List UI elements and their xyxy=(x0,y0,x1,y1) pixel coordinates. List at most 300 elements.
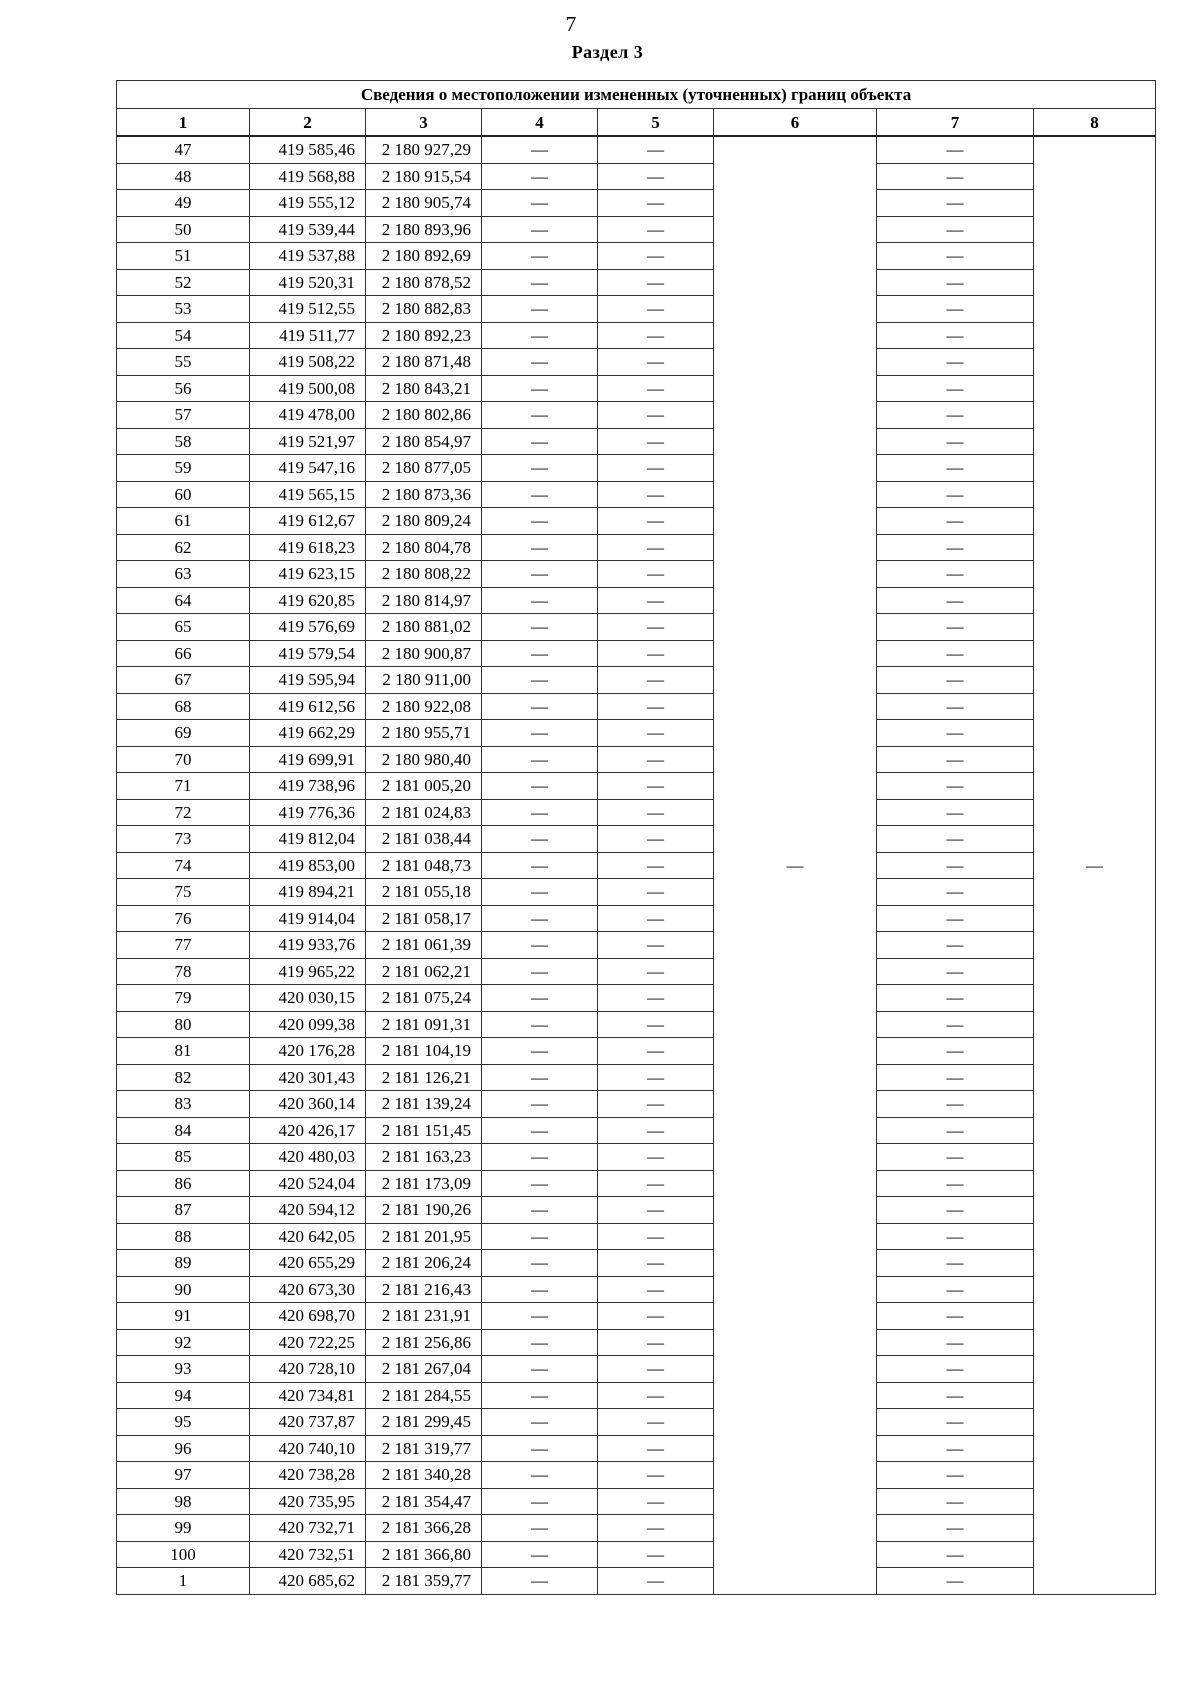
column-7-cell: — xyxy=(877,1011,1034,1038)
column-5-cell: — xyxy=(598,614,714,641)
point-number-cell: 89 xyxy=(117,1250,250,1277)
column-5-cell: — xyxy=(598,508,714,535)
coordinate-x-cell: 419 776,36 xyxy=(250,799,366,826)
table-row xyxy=(117,1409,1156,1436)
point-number-cell: 65 xyxy=(117,614,250,641)
column-5-cell: — xyxy=(598,402,714,429)
table-caption-row xyxy=(117,81,1156,109)
point-number-cell: 86 xyxy=(117,1170,250,1197)
column-4-cell: — xyxy=(482,587,598,614)
table-row xyxy=(117,614,1156,641)
table-row xyxy=(117,905,1156,932)
column-5-cell: — xyxy=(598,1356,714,1383)
column-5-cell: — xyxy=(598,932,714,959)
column-5-cell: — xyxy=(598,1170,714,1197)
column-4-cell: — xyxy=(482,1276,598,1303)
point-number-cell: 81 xyxy=(117,1038,250,1065)
coordinate-x-cell: 419 579,54 xyxy=(250,640,366,667)
column-7-cell: — xyxy=(877,746,1034,773)
column-7-cell: — xyxy=(877,296,1034,323)
column-4-cell: — xyxy=(482,826,598,853)
coordinates-table xyxy=(116,80,1156,1595)
coordinate-x-cell: 419 623,15 xyxy=(250,561,366,588)
point-number-cell: 71 xyxy=(117,773,250,800)
table-row xyxy=(117,1568,1156,1595)
point-number-cell: 58 xyxy=(117,428,250,455)
coordinate-y-cell: 2 181 173,09 xyxy=(366,1170,482,1197)
coordinate-x-cell: 419 511,77 xyxy=(250,322,366,349)
column-7-cell: — xyxy=(877,1276,1034,1303)
column-4-cell: — xyxy=(482,852,598,879)
coordinate-y-cell: 2 181 267,04 xyxy=(366,1356,482,1383)
table-row xyxy=(117,1488,1156,1515)
coordinate-x-cell: 420 728,10 xyxy=(250,1356,366,1383)
coordinate-y-cell: 2 181 231,91 xyxy=(366,1303,482,1330)
coordinate-y-cell: 2 180 905,74 xyxy=(366,190,482,217)
point-number-cell: 97 xyxy=(117,1462,250,1489)
coordinate-x-cell: 419 914,04 xyxy=(250,905,366,932)
coordinate-y-cell: 2 180 892,69 xyxy=(366,243,482,270)
table-row xyxy=(117,667,1156,694)
table-row xyxy=(117,587,1156,614)
column-4-cell: — xyxy=(482,958,598,985)
coordinate-y-cell: 2 181 055,18 xyxy=(366,879,482,906)
column-5-cell: — xyxy=(598,455,714,482)
table-row xyxy=(117,216,1156,243)
column-7-cell: — xyxy=(877,1091,1034,1118)
column-7-cell: — xyxy=(877,1515,1034,1542)
coordinate-y-cell: 2 181 284,55 xyxy=(366,1382,482,1409)
table-row xyxy=(117,1064,1156,1091)
coordinate-y-cell: 2 181 206,24 xyxy=(366,1250,482,1277)
column-4-cell: — xyxy=(482,508,598,535)
column-5-cell: — xyxy=(598,1409,714,1436)
column-5-cell: — xyxy=(598,587,714,614)
column-4-cell: — xyxy=(482,1409,598,1436)
column-4-cell: — xyxy=(482,1064,598,1091)
coordinate-y-cell: 2 180 878,52 xyxy=(366,269,482,296)
column-7-cell: — xyxy=(877,561,1034,588)
coordinate-x-cell: 419 539,44 xyxy=(250,216,366,243)
column-4-cell: — xyxy=(482,1462,598,1489)
column-4-cell: — xyxy=(482,1541,598,1568)
column-5-cell: — xyxy=(598,349,714,376)
table-row xyxy=(117,773,1156,800)
coordinate-y-cell: 2 181 201,95 xyxy=(366,1223,482,1250)
point-number-cell: 82 xyxy=(117,1064,250,1091)
coordinate-y-cell: 2 180 911,00 xyxy=(366,667,482,694)
column-7-cell: — xyxy=(877,1356,1034,1383)
column-8-merged-cell: — xyxy=(1034,136,1156,1594)
column-5-cell: — xyxy=(598,1064,714,1091)
column-7-cell: — xyxy=(877,243,1034,270)
column-4-cell: — xyxy=(482,773,598,800)
coordinate-y-cell: 2 180 808,22 xyxy=(366,561,482,588)
column-5-cell: — xyxy=(598,746,714,773)
table-row xyxy=(117,402,1156,429)
section-title: Раздел 3 xyxy=(571,42,644,62)
column-4-cell: — xyxy=(482,269,598,296)
coordinate-x-cell: 420 732,51 xyxy=(250,1541,366,1568)
table-row xyxy=(117,163,1156,190)
coordinate-y-cell: 2 181 366,28 xyxy=(366,1515,482,1542)
point-number-cell: 88 xyxy=(117,1223,250,1250)
point-number-cell: 99 xyxy=(117,1515,250,1542)
column-7-cell: — xyxy=(877,1568,1034,1595)
column-7-cell: — xyxy=(877,481,1034,508)
column-7-cell: — xyxy=(877,269,1034,296)
coordinate-y-cell: 2 180 892,23 xyxy=(366,322,482,349)
coordinate-x-cell: 419 512,55 xyxy=(250,296,366,323)
column-5-cell: — xyxy=(598,1303,714,1330)
point-number-cell: 70 xyxy=(117,746,250,773)
coordinate-y-cell: 2 180 980,40 xyxy=(366,746,482,773)
column-5-cell: — xyxy=(598,375,714,402)
coordinate-x-cell: 419 699,91 xyxy=(250,746,366,773)
column-5-cell: — xyxy=(598,1250,714,1277)
table-row xyxy=(117,1144,1156,1171)
table-row xyxy=(117,243,1156,270)
column-5-cell: — xyxy=(598,826,714,853)
column-5-cell: — xyxy=(598,243,714,270)
table-row xyxy=(117,1117,1156,1144)
point-number-cell: 69 xyxy=(117,720,250,747)
column-5-cell: — xyxy=(598,322,714,349)
column-7-cell: — xyxy=(877,455,1034,482)
column-header: 5 xyxy=(598,109,714,137)
column-7-cell: — xyxy=(877,1329,1034,1356)
coordinate-x-cell: 420 673,30 xyxy=(250,1276,366,1303)
coordinate-x-cell: 420 030,15 xyxy=(250,985,366,1012)
column-7-cell: — xyxy=(877,322,1034,349)
column-4-cell: — xyxy=(482,985,598,1012)
coordinate-x-cell: 419 508,22 xyxy=(250,349,366,376)
coordinate-y-cell: 2 180 893,96 xyxy=(366,216,482,243)
column-4-cell: — xyxy=(482,1091,598,1118)
column-7-cell: — xyxy=(877,1223,1034,1250)
column-7-cell: — xyxy=(877,1064,1034,1091)
coordinate-x-cell: 420 740,10 xyxy=(250,1435,366,1462)
point-number-cell: 47 xyxy=(117,136,250,163)
column-4-cell: — xyxy=(482,296,598,323)
table-row xyxy=(117,746,1156,773)
column-5-cell: — xyxy=(598,1462,714,1489)
column-4-cell: — xyxy=(482,163,598,190)
column-5-cell: — xyxy=(598,1011,714,1038)
point-number-cell: 75 xyxy=(117,879,250,906)
column-7-cell: — xyxy=(877,985,1034,1012)
table-header-row xyxy=(117,109,1156,137)
column-5-cell: — xyxy=(598,296,714,323)
point-number-cell: 61 xyxy=(117,508,250,535)
coordinate-y-cell: 2 181 340,28 xyxy=(366,1462,482,1489)
table-row xyxy=(117,349,1156,376)
point-number-cell: 93 xyxy=(117,1356,250,1383)
column-7-cell: — xyxy=(877,534,1034,561)
column-5-cell: — xyxy=(598,1541,714,1568)
point-number-cell: 64 xyxy=(117,587,250,614)
coordinate-y-cell: 2 181 151,45 xyxy=(366,1117,482,1144)
table-row xyxy=(117,799,1156,826)
column-7-cell: — xyxy=(877,136,1034,163)
coordinate-y-cell: 2 180 804,78 xyxy=(366,534,482,561)
coordinate-y-cell: 2 181 216,43 xyxy=(366,1276,482,1303)
coordinate-x-cell: 420 480,03 xyxy=(250,1144,366,1171)
column-5-cell: — xyxy=(598,561,714,588)
point-number-cell: 60 xyxy=(117,481,250,508)
column-5-cell: — xyxy=(598,852,714,879)
coordinate-x-cell: 419 555,12 xyxy=(250,190,366,217)
column-5-cell: — xyxy=(598,1038,714,1065)
column-7-cell: — xyxy=(877,693,1034,720)
point-number-cell: 50 xyxy=(117,216,250,243)
point-number-cell: 66 xyxy=(117,640,250,667)
column-5-cell: — xyxy=(598,958,714,985)
coordinate-y-cell: 2 181 061,39 xyxy=(366,932,482,959)
coordinate-x-cell: 419 478,00 xyxy=(250,402,366,429)
point-number-cell: 79 xyxy=(117,985,250,1012)
coordinate-x-cell: 419 568,88 xyxy=(250,163,366,190)
column-header: 3 xyxy=(366,109,482,137)
column-5-cell: — xyxy=(598,1329,714,1356)
column-4-cell: — xyxy=(482,1144,598,1171)
table-row xyxy=(117,852,1156,879)
column-4-cell: — xyxy=(482,1435,598,1462)
coordinate-x-cell: 419 662,29 xyxy=(250,720,366,747)
table-row xyxy=(117,296,1156,323)
column-4-cell: — xyxy=(482,1303,598,1330)
table-row xyxy=(117,1223,1156,1250)
point-number-cell: 95 xyxy=(117,1409,250,1436)
coordinate-y-cell: 2 181 024,83 xyxy=(366,799,482,826)
table-row xyxy=(117,1197,1156,1224)
coordinate-x-cell: 420 099,38 xyxy=(250,1011,366,1038)
coordinate-x-cell: 419 620,85 xyxy=(250,587,366,614)
point-number-cell: 59 xyxy=(117,455,250,482)
column-5-cell: — xyxy=(598,1435,714,1462)
column-4-cell: — xyxy=(482,136,598,163)
coordinate-y-cell: 2 181 354,47 xyxy=(366,1488,482,1515)
column-5-cell: — xyxy=(598,428,714,455)
coordinate-y-cell: 2 181 126,21 xyxy=(366,1064,482,1091)
column-7-cell: — xyxy=(877,1382,1034,1409)
column-5-cell: — xyxy=(598,216,714,243)
coordinate-x-cell: 419 738,96 xyxy=(250,773,366,800)
column-4-cell: — xyxy=(482,1356,598,1383)
point-number-cell: 100 xyxy=(117,1541,250,1568)
coordinate-x-cell: 420 642,05 xyxy=(250,1223,366,1250)
column-4-cell: — xyxy=(482,375,598,402)
column-4-cell: — xyxy=(482,190,598,217)
coordinate-x-cell: 419 521,97 xyxy=(250,428,366,455)
table-row xyxy=(117,879,1156,906)
column-7-cell: — xyxy=(877,879,1034,906)
coordinate-y-cell: 2 180 927,29 xyxy=(366,136,482,163)
coordinate-y-cell: 2 180 873,36 xyxy=(366,481,482,508)
column-4-cell: — xyxy=(482,534,598,561)
coordinate-y-cell: 2 181 299,45 xyxy=(366,1409,482,1436)
coordinate-x-cell: 420 735,95 xyxy=(250,1488,366,1515)
column-4-cell: — xyxy=(482,243,598,270)
table-row xyxy=(117,720,1156,747)
column-header: 4 xyxy=(482,109,598,137)
table-row xyxy=(117,561,1156,588)
coordinate-y-cell: 2 180 955,71 xyxy=(366,720,482,747)
page-number: 7 xyxy=(565,12,577,36)
column-4-cell: — xyxy=(482,1250,598,1277)
column-7-cell: — xyxy=(877,667,1034,694)
column-5-cell: — xyxy=(598,985,714,1012)
column-4-cell: — xyxy=(482,349,598,376)
coordinate-y-cell: 2 180 809,24 xyxy=(366,508,482,535)
coordinate-y-cell: 2 180 900,87 xyxy=(366,640,482,667)
point-number-cell: 73 xyxy=(117,826,250,853)
coordinate-x-cell: 420 524,04 xyxy=(250,1170,366,1197)
column-5-cell: — xyxy=(598,136,714,163)
column-4-cell: — xyxy=(482,746,598,773)
coordinate-x-cell: 419 965,22 xyxy=(250,958,366,985)
column-7-cell: — xyxy=(877,799,1034,826)
coordinate-y-cell: 2 180 814,97 xyxy=(366,587,482,614)
column-6-merged-cell: — xyxy=(714,136,877,1594)
point-number-cell: 80 xyxy=(117,1011,250,1038)
column-4-cell: — xyxy=(482,640,598,667)
column-7-cell: — xyxy=(877,1409,1034,1436)
coordinate-y-cell: 2 180 915,54 xyxy=(366,163,482,190)
column-5-cell: — xyxy=(598,1197,714,1224)
table-row xyxy=(117,190,1156,217)
column-7-cell: — xyxy=(877,508,1034,535)
table-row xyxy=(117,1541,1156,1568)
table-row xyxy=(117,322,1156,349)
table-row xyxy=(117,932,1156,959)
coordinate-x-cell: 420 734,81 xyxy=(250,1382,366,1409)
column-5-cell: — xyxy=(598,1515,714,1542)
column-header: 8 xyxy=(1034,109,1156,137)
column-4-cell: — xyxy=(482,1329,598,1356)
column-4-cell: — xyxy=(482,561,598,588)
column-4-cell: — xyxy=(482,216,598,243)
coordinate-x-cell: 419 565,15 xyxy=(250,481,366,508)
table-row xyxy=(117,481,1156,508)
point-number-cell: 53 xyxy=(117,296,250,323)
column-5-cell: — xyxy=(598,905,714,932)
column-4-cell: — xyxy=(482,481,598,508)
column-4-cell: — xyxy=(482,1568,598,1595)
column-7-cell: — xyxy=(877,852,1034,879)
table-row xyxy=(117,1435,1156,1462)
point-number-cell: 94 xyxy=(117,1382,250,1409)
column-7-cell: — xyxy=(877,1462,1034,1489)
column-4-cell: — xyxy=(482,1223,598,1250)
column-5-cell: — xyxy=(598,1117,714,1144)
table-row xyxy=(117,508,1156,535)
column-5-cell: — xyxy=(598,720,714,747)
column-4-cell: — xyxy=(482,693,598,720)
point-number-cell: 67 xyxy=(117,667,250,694)
point-number-cell: 84 xyxy=(117,1117,250,1144)
column-4-cell: — xyxy=(482,1170,598,1197)
coordinate-x-cell: 419 547,16 xyxy=(250,455,366,482)
table-row xyxy=(117,1462,1156,1489)
table-row xyxy=(117,958,1156,985)
column-7-cell: — xyxy=(877,1303,1034,1330)
table-row xyxy=(117,269,1156,296)
point-number-cell: 96 xyxy=(117,1435,250,1462)
column-4-cell: — xyxy=(482,1197,598,1224)
column-7-cell: — xyxy=(877,375,1034,402)
column-5-cell: — xyxy=(598,163,714,190)
coordinate-x-cell: 419 894,21 xyxy=(250,879,366,906)
column-4-cell: — xyxy=(482,905,598,932)
column-4-cell: — xyxy=(482,932,598,959)
column-7-cell: — xyxy=(877,216,1034,243)
column-4-cell: — xyxy=(482,667,598,694)
column-4-cell: — xyxy=(482,455,598,482)
column-5-cell: — xyxy=(598,1144,714,1171)
point-number-cell: 83 xyxy=(117,1091,250,1118)
coordinate-x-cell: 419 853,00 xyxy=(250,852,366,879)
point-number-cell: 90 xyxy=(117,1276,250,1303)
coordinate-x-cell: 420 426,17 xyxy=(250,1117,366,1144)
table-row xyxy=(117,455,1156,482)
point-number-cell: 92 xyxy=(117,1329,250,1356)
point-number-cell: 51 xyxy=(117,243,250,270)
column-5-cell: — xyxy=(598,534,714,561)
column-7-cell: — xyxy=(877,587,1034,614)
point-number-cell: 78 xyxy=(117,958,250,985)
column-7-cell: — xyxy=(877,1117,1034,1144)
point-number-cell: 57 xyxy=(117,402,250,429)
coordinate-y-cell: 2 180 922,08 xyxy=(366,693,482,720)
column-header: 7 xyxy=(877,109,1034,137)
column-header: 6 xyxy=(714,109,877,137)
column-5-cell: — xyxy=(598,1382,714,1409)
column-7-cell: — xyxy=(877,402,1034,429)
coordinate-x-cell: 420 737,87 xyxy=(250,1409,366,1436)
column-5-cell: — xyxy=(598,1568,714,1595)
coordinate-x-cell: 419 500,08 xyxy=(250,375,366,402)
column-4-cell: — xyxy=(482,799,598,826)
table-caption: Сведения о местоположении измененных (уточненных) границ объекта xyxy=(117,81,1156,109)
coordinate-x-cell: 420 722,25 xyxy=(250,1329,366,1356)
coordinate-x-cell: 419 618,23 xyxy=(250,534,366,561)
column-5-cell: — xyxy=(598,1091,714,1118)
column-5-cell: — xyxy=(598,1276,714,1303)
column-7-cell: — xyxy=(877,1197,1034,1224)
column-5-cell: — xyxy=(598,640,714,667)
column-7-cell: — xyxy=(877,1435,1034,1462)
coordinate-x-cell: 419 576,69 xyxy=(250,614,366,641)
point-number-cell: 87 xyxy=(117,1197,250,1224)
table-row xyxy=(117,1303,1156,1330)
column-5-cell: — xyxy=(598,269,714,296)
table-row xyxy=(117,534,1156,561)
point-number-cell: 76 xyxy=(117,905,250,932)
point-number-cell: 85 xyxy=(117,1144,250,1171)
coordinate-y-cell: 2 181 038,44 xyxy=(366,826,482,853)
table-row xyxy=(117,826,1156,853)
coordinate-y-cell: 2 181 048,73 xyxy=(366,852,482,879)
column-7-cell: — xyxy=(877,1250,1034,1277)
column-7-cell: — xyxy=(877,932,1034,959)
point-number-cell: 91 xyxy=(117,1303,250,1330)
column-5-cell: — xyxy=(598,1223,714,1250)
coordinate-x-cell: 419 933,76 xyxy=(250,932,366,959)
coordinate-y-cell: 2 180 877,05 xyxy=(366,455,482,482)
column-4-cell: — xyxy=(482,614,598,641)
coordinate-y-cell: 2 181 163,23 xyxy=(366,1144,482,1171)
